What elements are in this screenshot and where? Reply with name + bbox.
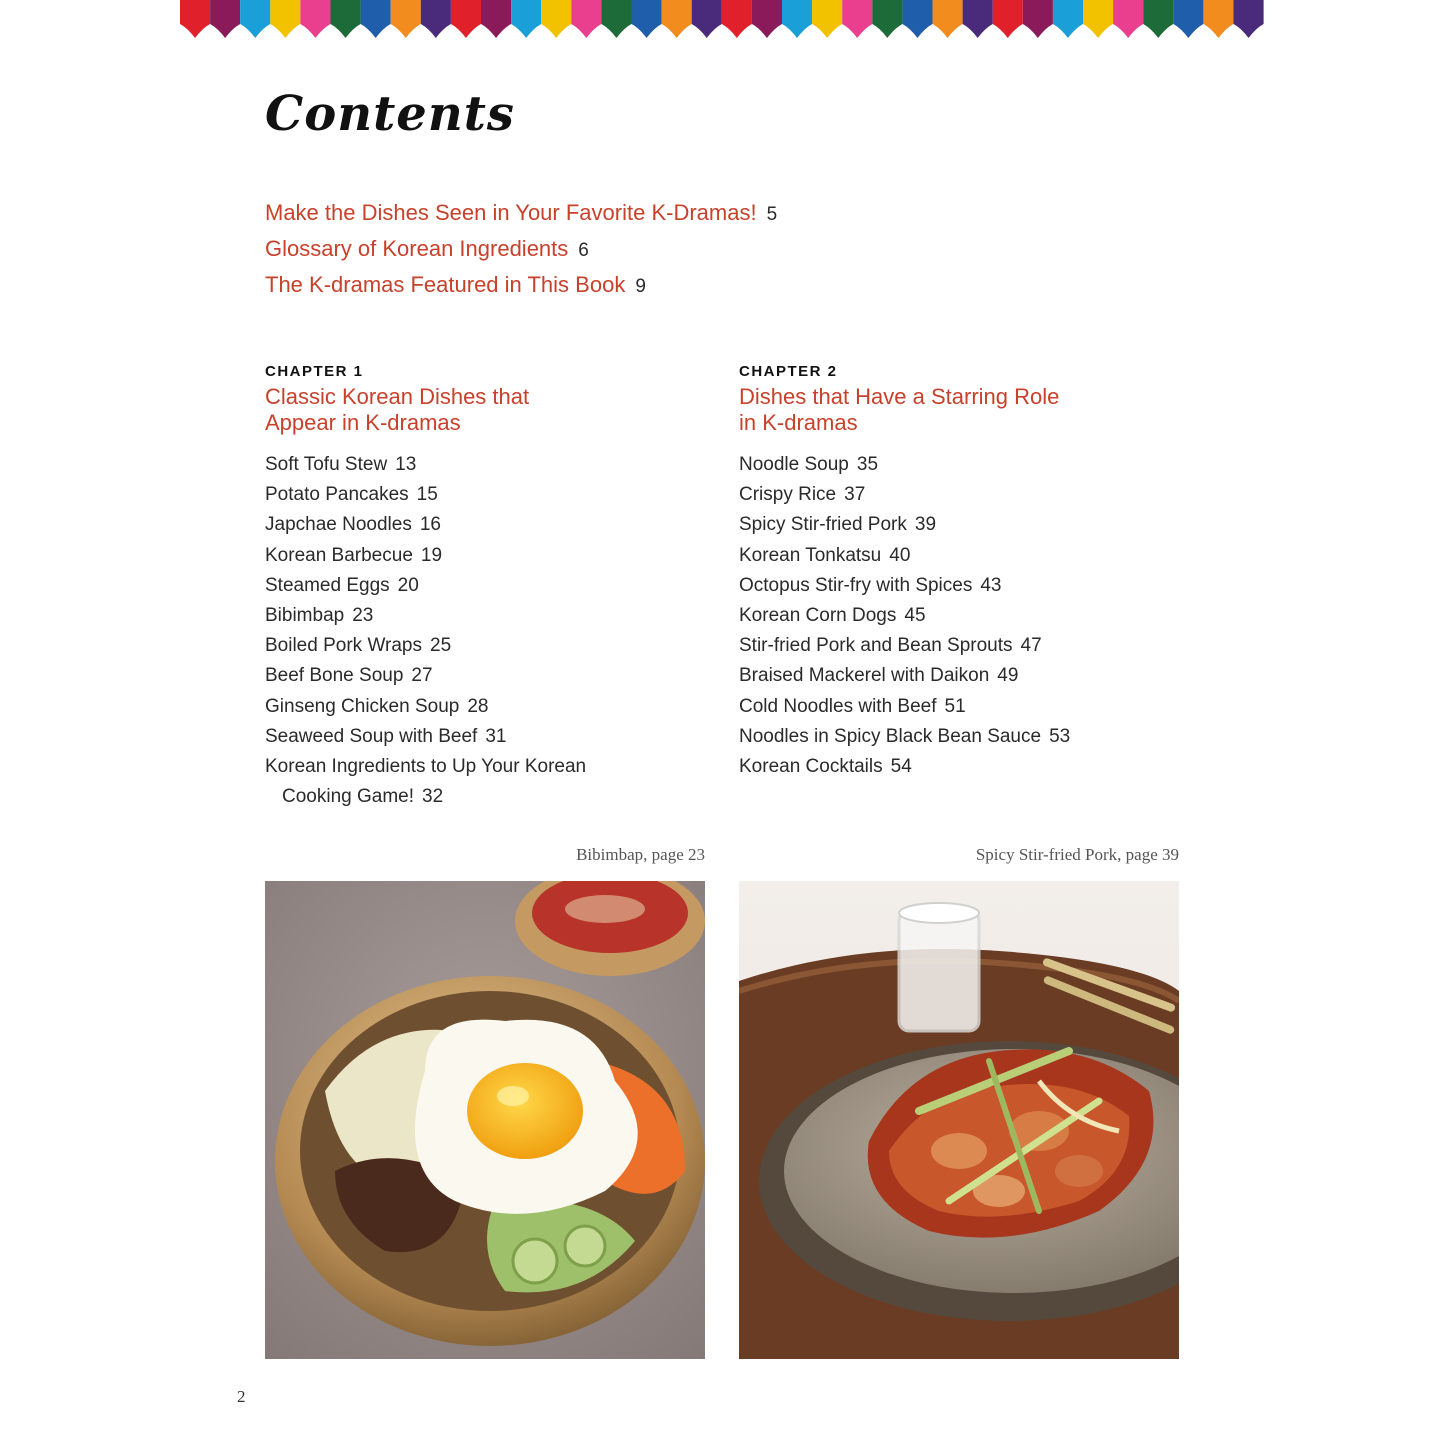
banner-scallop: [270, 0, 300, 38]
banner-scallop: [421, 0, 451, 38]
toc-item[interactable]: Potato Pancakes 15: [265, 484, 438, 506]
banner-scallop: [692, 0, 722, 38]
toc-item[interactable]: Korean Tonkatsu 40: [739, 544, 911, 566]
banner-scallop: [571, 0, 601, 38]
banner-scallop: [601, 0, 631, 38]
banner-scallop: [1083, 0, 1113, 38]
banner-scallop: [812, 0, 842, 38]
page-title: Contents: [265, 86, 515, 142]
page-number: 2: [237, 1387, 246, 1406]
toc-item[interactable]: Crispy Rice 37: [739, 484, 866, 506]
bibimbap-photo: [265, 881, 705, 1359]
toc-item[interactable]: Beef Bone Soup 27: [265, 665, 433, 687]
toc-item[interactable]: Soft Tofu Stew 13: [265, 454, 417, 475]
intro-entry[interactable]: Make the Dishes Seen in Your Favorite K-Dramas! 5: [265, 200, 778, 225]
banner-scallop: [1203, 0, 1233, 38]
chapter-1: [265, 362, 705, 812]
banner-scallop: [662, 0, 692, 38]
toc-item[interactable]: Cold Noodles with Beef 51: [739, 695, 966, 717]
toc-item[interactable]: Braised Mackerel with Daikon 49: [739, 665, 1019, 687]
toc-item[interactable]: Steamed Eggs 20: [265, 574, 419, 596]
banner-scallop: [451, 0, 481, 38]
banner-scallop: [722, 0, 752, 38]
photo-caption-spicy-pork: Spicy Stir-fried Pork, page 39: [975, 845, 1179, 864]
chapter-2-list: [739, 450, 1179, 782]
chapter-label: CHAPTER 2: [739, 363, 838, 380]
toc-item[interactable]: Noodles in Spicy Black Bean Sauce 53: [739, 725, 1071, 747]
banner-scallop: [1143, 0, 1173, 38]
banner-scallop: [210, 0, 240, 38]
toc-item[interactable]: Korean Barbecue 19: [265, 544, 443, 566]
chapter-title: Classic Korean Dishes that Appear in K-dramas: [265, 384, 530, 435]
banner-scallop: [541, 0, 571, 38]
banner-scallop: [872, 0, 902, 38]
banner-scallop: [481, 0, 511, 38]
toc-item[interactable]: Stir-fried Pork and Bean Sprouts 47: [739, 635, 1042, 657]
banner-scallop: [1113, 0, 1143, 38]
banner-scallop: [1173, 0, 1203, 38]
toc-item[interactable]: Seaweed Soup with Beef 31: [265, 725, 507, 747]
banner-scallop: [782, 0, 812, 38]
banner-scallop: [361, 0, 391, 38]
chapter-label: CHAPTER 1: [265, 363, 364, 380]
decorative-banner: [180, 0, 1264, 40]
toc-item[interactable]: Bibimbap 23: [265, 605, 374, 627]
chapter-1-list: [265, 450, 705, 812]
banner-scallop: [391, 0, 421, 38]
banner-scallop: [180, 0, 210, 38]
toc-item[interactable]: Spicy Stir-fried Pork 39: [739, 514, 937, 536]
banner-scallop: [902, 0, 932, 38]
intro-entry[interactable]: The K-dramas Featured in This Book 9: [265, 272, 646, 297]
chapter-2: [739, 362, 1179, 782]
banner-scallop: [933, 0, 963, 38]
toc-item[interactable]: Octopus Stir-fry with Spices 43: [739, 574, 1002, 596]
toc-item[interactable]: Japchae Noodles 16: [265, 514, 441, 536]
toc-item[interactable]: Korean Corn Dogs 45: [739, 605, 926, 627]
banner-scallop: [300, 0, 330, 38]
banner-scallop: [1234, 0, 1264, 38]
toc-item[interactable]: Boiled Pork Wraps 25: [265, 635, 452, 657]
toc-item[interactable]: Noodle Soup 35: [739, 454, 879, 475]
photo-caption-bibimbap: Bibimbap, page 23: [576, 845, 705, 864]
banner-scallop: [240, 0, 270, 38]
toc-item[interactable]: Korean Ingredients to Up Your Korean Cooking Game! 32: [265, 756, 587, 808]
banner-scallop: [963, 0, 993, 38]
banner-scallop: [1053, 0, 1083, 38]
toc-item[interactable]: Ginseng Chicken Soup 28: [265, 695, 489, 717]
spicy-pork-photo: [739, 881, 1179, 1359]
banner-scallop: [511, 0, 541, 38]
toc-item[interactable]: Korean Cocktails 54: [739, 756, 912, 778]
banner-scallop: [993, 0, 1023, 38]
chapter-title: Dishes that Have a Starring Role in K-dramas: [739, 384, 1060, 435]
banner-scallop: [632, 0, 662, 38]
banner-scallop: [752, 0, 782, 38]
intro-entry[interactable]: Glossary of Korean Ingredients 6: [265, 236, 589, 261]
banner-scallop: [842, 0, 872, 38]
banner-scallop: [1023, 0, 1053, 38]
banner-scallop: [331, 0, 361, 38]
intro-entries: [265, 195, 777, 303]
